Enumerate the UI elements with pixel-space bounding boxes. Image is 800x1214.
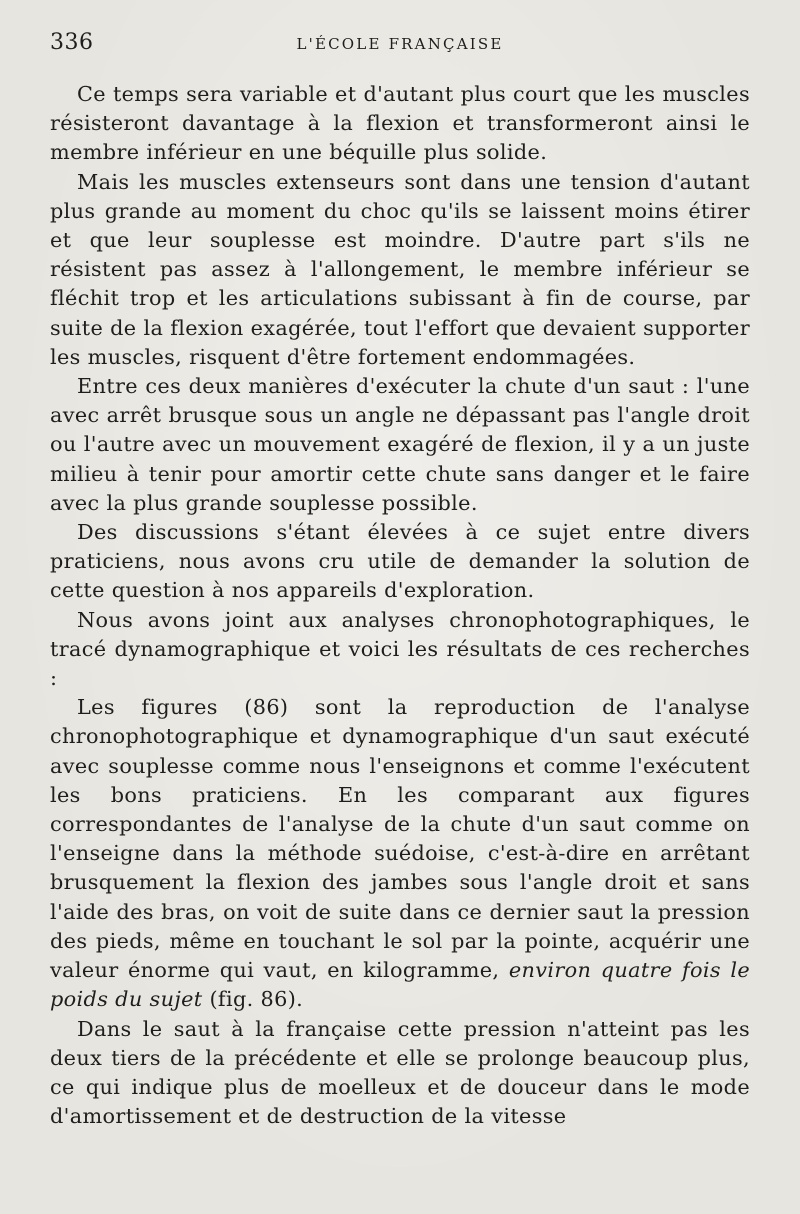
- paragraph-4: Des discussions s'étant élevées à ce sujet entre divers praticiens, nous avons cru utile de demander la solution de cette question à nos appareils d'exploration.: [50, 520, 750, 603]
- paragraph-2: Mais les muscles extenseurs sont dans une tension d'autant plus grande au moment du choc qu'ils se laissent moins étirer et que leur souplesse est moindre. D'autre part s'ils ne résistent pas assez à l'allongement, le membre inférieur se fléchit trop et les articulations subissant à fin de course, par suite de la flexion exagérée, tout l'effort que devaient supporter les muscles, risquent d'être fortement endommagées.: [50, 169, 750, 369]
- body-text: [50, 80, 750, 1131]
- paragraph-6-text-end: (fig. 86).: [202, 987, 304, 1012]
- paragraph-6: [50, 693, 750, 1014]
- paragraph-6-italic-text: environ quatre fois le poids du sujet: [50, 958, 750, 1012]
- paragraph-3: Entre ces deux manières d'exécuter la chute d'un saut : l'une avec arrêt brusque sous un angle ne dépassant pas l'angle droit ou l'autre avec un mouvement exagéré de flexion, il y a un juste milieu à tenir pour amortir cette chute sans danger et le faire avec la plus grande souplesse possible.: [50, 374, 750, 515]
- paragraph-7: Dans le saut à la française cette pression n'atteint pas les deux tiers de la précédente et elle se prolonge beaucoup plus, ce qui indique plus de moelleux et de douceur dans le mode d'amortissement et de destruction de la vitesse: [50, 1016, 750, 1129]
- paragraph-6-text: Les figures (86) sont la reproduction de l'analyse chronophotographique et dynamographique d'un saut exécuté avec souplesse comme nous l'enseignons et comme l'exécutent les bons praticiens. En les comparant aux figures correspondantes de l'analyse de la chute d'un saut comme on l'enseigne dans la méthode suédoise, c'est-à-dire en arrêtant brusquement la flexion des jambes sous l'angle droit et sans l'aide des bras, on voit de suite dans ce dernier saut la pression des pieds, même en touchant le sol par la pointe, acquérir une valeur énorme qui vaut, en kilogramme,: [50, 695, 750, 983]
- running-head: L'ÉCOLE FRANÇAISE: [296, 35, 504, 53]
- paragraph-1: Ce temps sera variable et d'autant plus court que les muscles résisteront davantage à la flexion et transformeront ainsi le membre inférieur en une béquille plus solide.: [50, 82, 750, 165]
- page-header: [50, 28, 750, 58]
- page-number: 336: [50, 30, 94, 55]
- paragraph-5: Nous avons joint aux analyses chronophotographiques, le tracé dynamographique et voici les résultats de ces recherches :: [50, 607, 750, 691]
